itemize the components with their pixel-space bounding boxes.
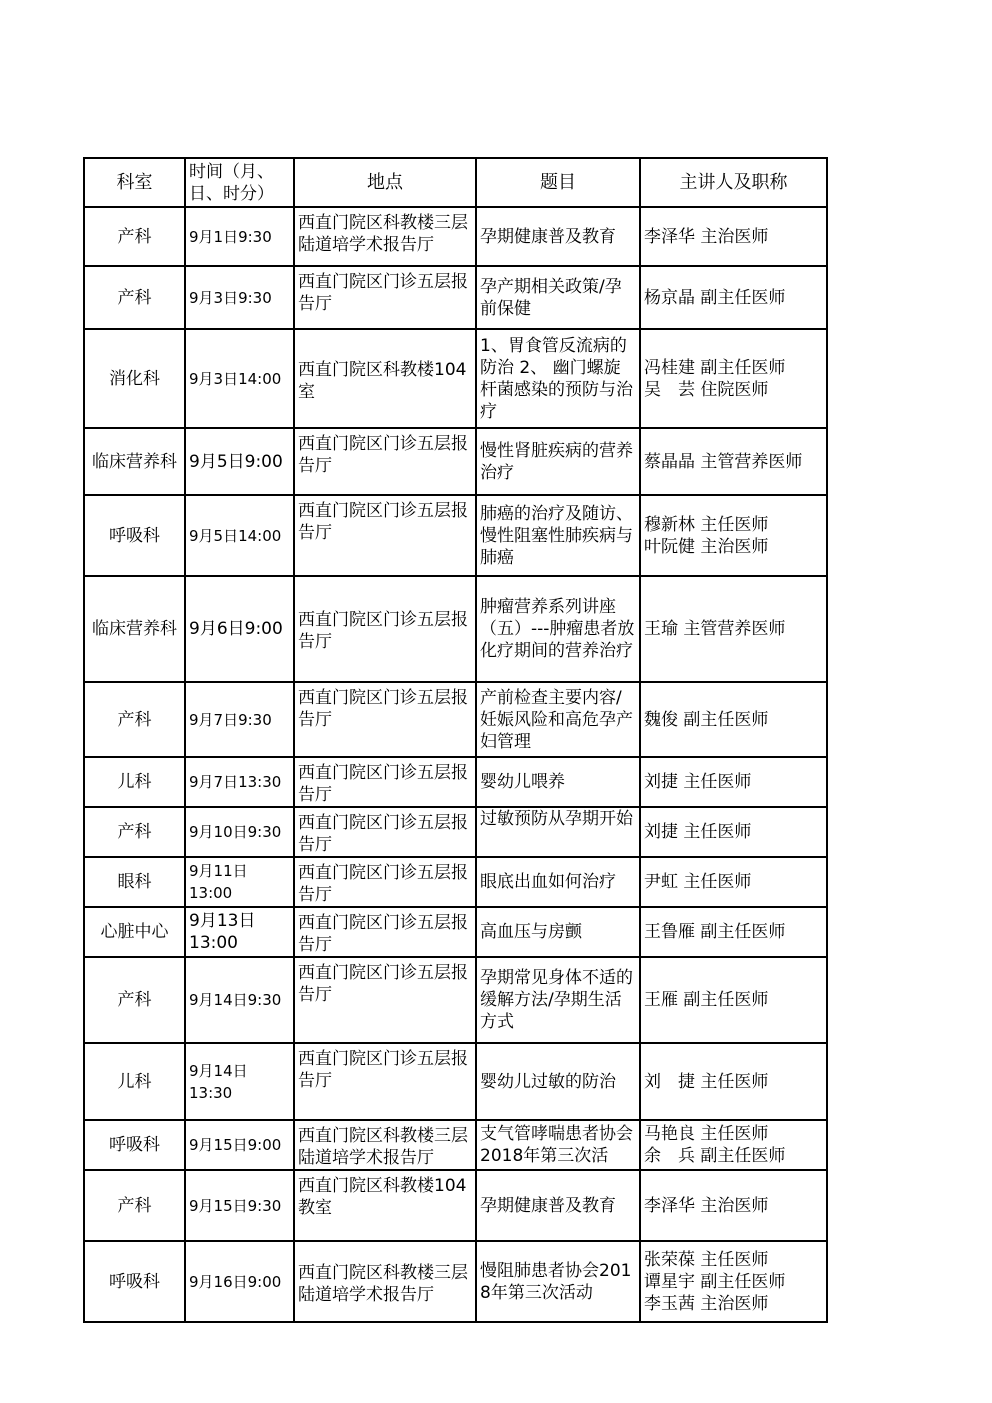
cell-speaker: 蔡晶晶 主管营养医师 (640, 428, 827, 495)
cell-time: 9月7日13:30 (185, 757, 294, 807)
table-row (84, 207, 827, 266)
cell-speaker: 尹虹 主任医师 (640, 857, 827, 907)
cell-topic: 高血压与房颤 (476, 907, 640, 957)
header-dept: 科室 (84, 158, 185, 207)
cell-time: 9月11日 13:00 (185, 857, 294, 907)
cell-time: 9月15日9:00 (185, 1120, 294, 1170)
cell-speaker: 李泽华 主治医师 (640, 1170, 827, 1241)
header-location: 地点 (294, 158, 476, 207)
table-row (84, 757, 827, 807)
cell-location: 西直门院区门诊五层报告厅 (294, 266, 476, 329)
cell-location: 西直门院区科教楼三层陆道培学术报告厅 (294, 1241, 476, 1322)
cell-time: 9月15日9:30 (185, 1170, 294, 1241)
table-row (84, 1170, 827, 1241)
cell-location: 西直门院区科教楼三层陆道培学术报告厅 (294, 207, 476, 266)
cell-topic: 孕期健康普及教育 (476, 207, 640, 266)
cell-time: 9月3日9:30 (185, 266, 294, 329)
cell-dept: 儿科 (84, 1043, 185, 1120)
lecture-schedule-table (83, 157, 828, 1323)
table-row (84, 807, 827, 857)
cell-time: 9月14日 13:30 (185, 1043, 294, 1120)
cell-location: 西直门院区门诊五层报告厅 (294, 807, 476, 857)
cell-topic: 肿瘤营养系列讲座（五）---肿瘤患者放化疗期间的营养治疗 (476, 576, 640, 682)
cell-speaker: 马艳良 主任医师 余 兵 副主任医师 (640, 1120, 827, 1170)
cell-dept: 产科 (84, 1170, 185, 1241)
cell-speaker: 杨京晶 副主任医师 (640, 266, 827, 329)
cell-time: 9月13日 13:00 (185, 907, 294, 957)
header-time: 时间（月、日、时分） (185, 158, 294, 207)
header-topic: 题目 (476, 158, 640, 207)
cell-topic: 1、胃食管反流病的防治 2、 幽门螺旋杆菌感染的预防与治疗 (476, 329, 640, 428)
cell-dept: 产科 (84, 266, 185, 329)
cell-speaker: 冯桂建 副主任医师 吴 芸 住院医师 (640, 329, 827, 428)
cell-time: 9月1日9:30 (185, 207, 294, 266)
cell-dept: 呼吸科 (84, 1241, 185, 1322)
table-row (84, 428, 827, 495)
cell-location: 西直门院区门诊五层报告厅 (294, 857, 476, 907)
table-row (84, 576, 827, 682)
cell-topic: 孕期健康普及教育 (476, 1170, 640, 1241)
cell-dept: 呼吸科 (84, 1120, 185, 1170)
cell-topic: 慢性肾脏疾病的营养治疗 (476, 428, 640, 495)
cell-dept: 儿科 (84, 757, 185, 807)
table-row (84, 1120, 827, 1170)
cell-time: 9月5日14:00 (185, 495, 294, 576)
cell-time: 9月10日9:30 (185, 807, 294, 857)
cell-time: 9月6日9:00 (185, 576, 294, 682)
cell-speaker: 王鲁雁 副主任医师 (640, 907, 827, 957)
cell-topic: 过敏预防从孕期开始 (476, 807, 640, 857)
cell-topic: 婴幼儿过敏的防治 (476, 1043, 640, 1120)
cell-dept: 临床营养科 (84, 428, 185, 495)
header-row (84, 158, 827, 207)
cell-location: 西直门院区科教楼104室 (294, 329, 476, 428)
cell-speaker: 李泽华 主治医师 (640, 207, 827, 266)
cell-topic: 产前检查主要内容/妊娠风险和高危孕产妇管理 (476, 682, 640, 757)
cell-speaker: 刘 捷 主任医师 (640, 1043, 827, 1120)
cell-speaker: 刘捷 主任医师 (640, 757, 827, 807)
table-row (84, 266, 827, 329)
cell-time: 9月5日9:00 (185, 428, 294, 495)
cell-location: 西直门院区科教楼104教室 (294, 1170, 476, 1241)
cell-topic: 支气管哮喘患者协会2018年第三次活 (476, 1120, 640, 1170)
cell-speaker: 魏俊 副主任医师 (640, 682, 827, 757)
cell-time: 9月3日14:00 (185, 329, 294, 428)
cell-dept: 呼吸科 (84, 495, 185, 576)
cell-time: 9月14日9:30 (185, 957, 294, 1043)
cell-dept: 产科 (84, 957, 185, 1043)
cell-time: 9月7日9:30 (185, 682, 294, 757)
cell-time: 9月16日9:00 (185, 1241, 294, 1322)
table-row (84, 329, 827, 428)
cell-speaker: 王雁 副主任医师 (640, 957, 827, 1043)
cell-dept: 临床营养科 (84, 576, 185, 682)
cell-location: 西直门院区门诊五层报告厅 (294, 957, 476, 1043)
header-speaker: 主讲人及职称 (640, 158, 827, 207)
cell-speaker: 刘捷 主任医师 (640, 807, 827, 857)
cell-dept: 产科 (84, 682, 185, 757)
cell-topic: 孕期常见身体不适的缓解方法/孕期生活方式 (476, 957, 640, 1043)
cell-location: 西直门院区门诊五层报告厅 (294, 757, 476, 807)
cell-topic: 婴幼儿喂养 (476, 757, 640, 807)
cell-dept: 产科 (84, 207, 185, 266)
cell-location: 西直门院区门诊五层报告厅 (294, 907, 476, 957)
cell-location: 西直门院区科教楼三层陆道培学术报告厅 (294, 1120, 476, 1170)
table-row (84, 495, 827, 576)
table-row (84, 957, 827, 1043)
cell-dept: 眼科 (84, 857, 185, 907)
table-row (84, 907, 827, 957)
table-row (84, 1241, 827, 1322)
cell-location: 西直门院区门诊五层报告厅 (294, 428, 476, 495)
cell-location: 西直门院区门诊五层报告厅 (294, 576, 476, 682)
cell-topic: 肺癌的治疗及随访、慢性阻塞性肺疾病与肺癌 (476, 495, 640, 576)
cell-speaker: 张荣葆 主任医师 谭星宇 副主任医师 李玉茜 主治医师 (640, 1241, 827, 1322)
cell-location: 西直门院区门诊五层报告厅 (294, 1043, 476, 1120)
cell-dept: 消化科 (84, 329, 185, 428)
cell-location: 西直门院区门诊五层报告厅 (294, 682, 476, 757)
table-row (84, 857, 827, 907)
cell-location: 西直门院区门诊五层报告厅 (294, 495, 476, 576)
cell-dept: 心脏中心 (84, 907, 185, 957)
cell-speaker: 穆新林 主任医师 叶阮健 主治医师 (640, 495, 827, 576)
cell-topic: 孕产期相关政策/孕前保健 (476, 266, 640, 329)
cell-speaker: 王瑜 主管营养医师 (640, 576, 827, 682)
table-row (84, 682, 827, 757)
cell-dept: 产科 (84, 807, 185, 857)
cell-topic: 慢阻肺患者协会2018年第三次活动 (476, 1241, 640, 1322)
cell-topic: 眼底出血如何治疗 (476, 857, 640, 907)
table-row (84, 1043, 827, 1120)
